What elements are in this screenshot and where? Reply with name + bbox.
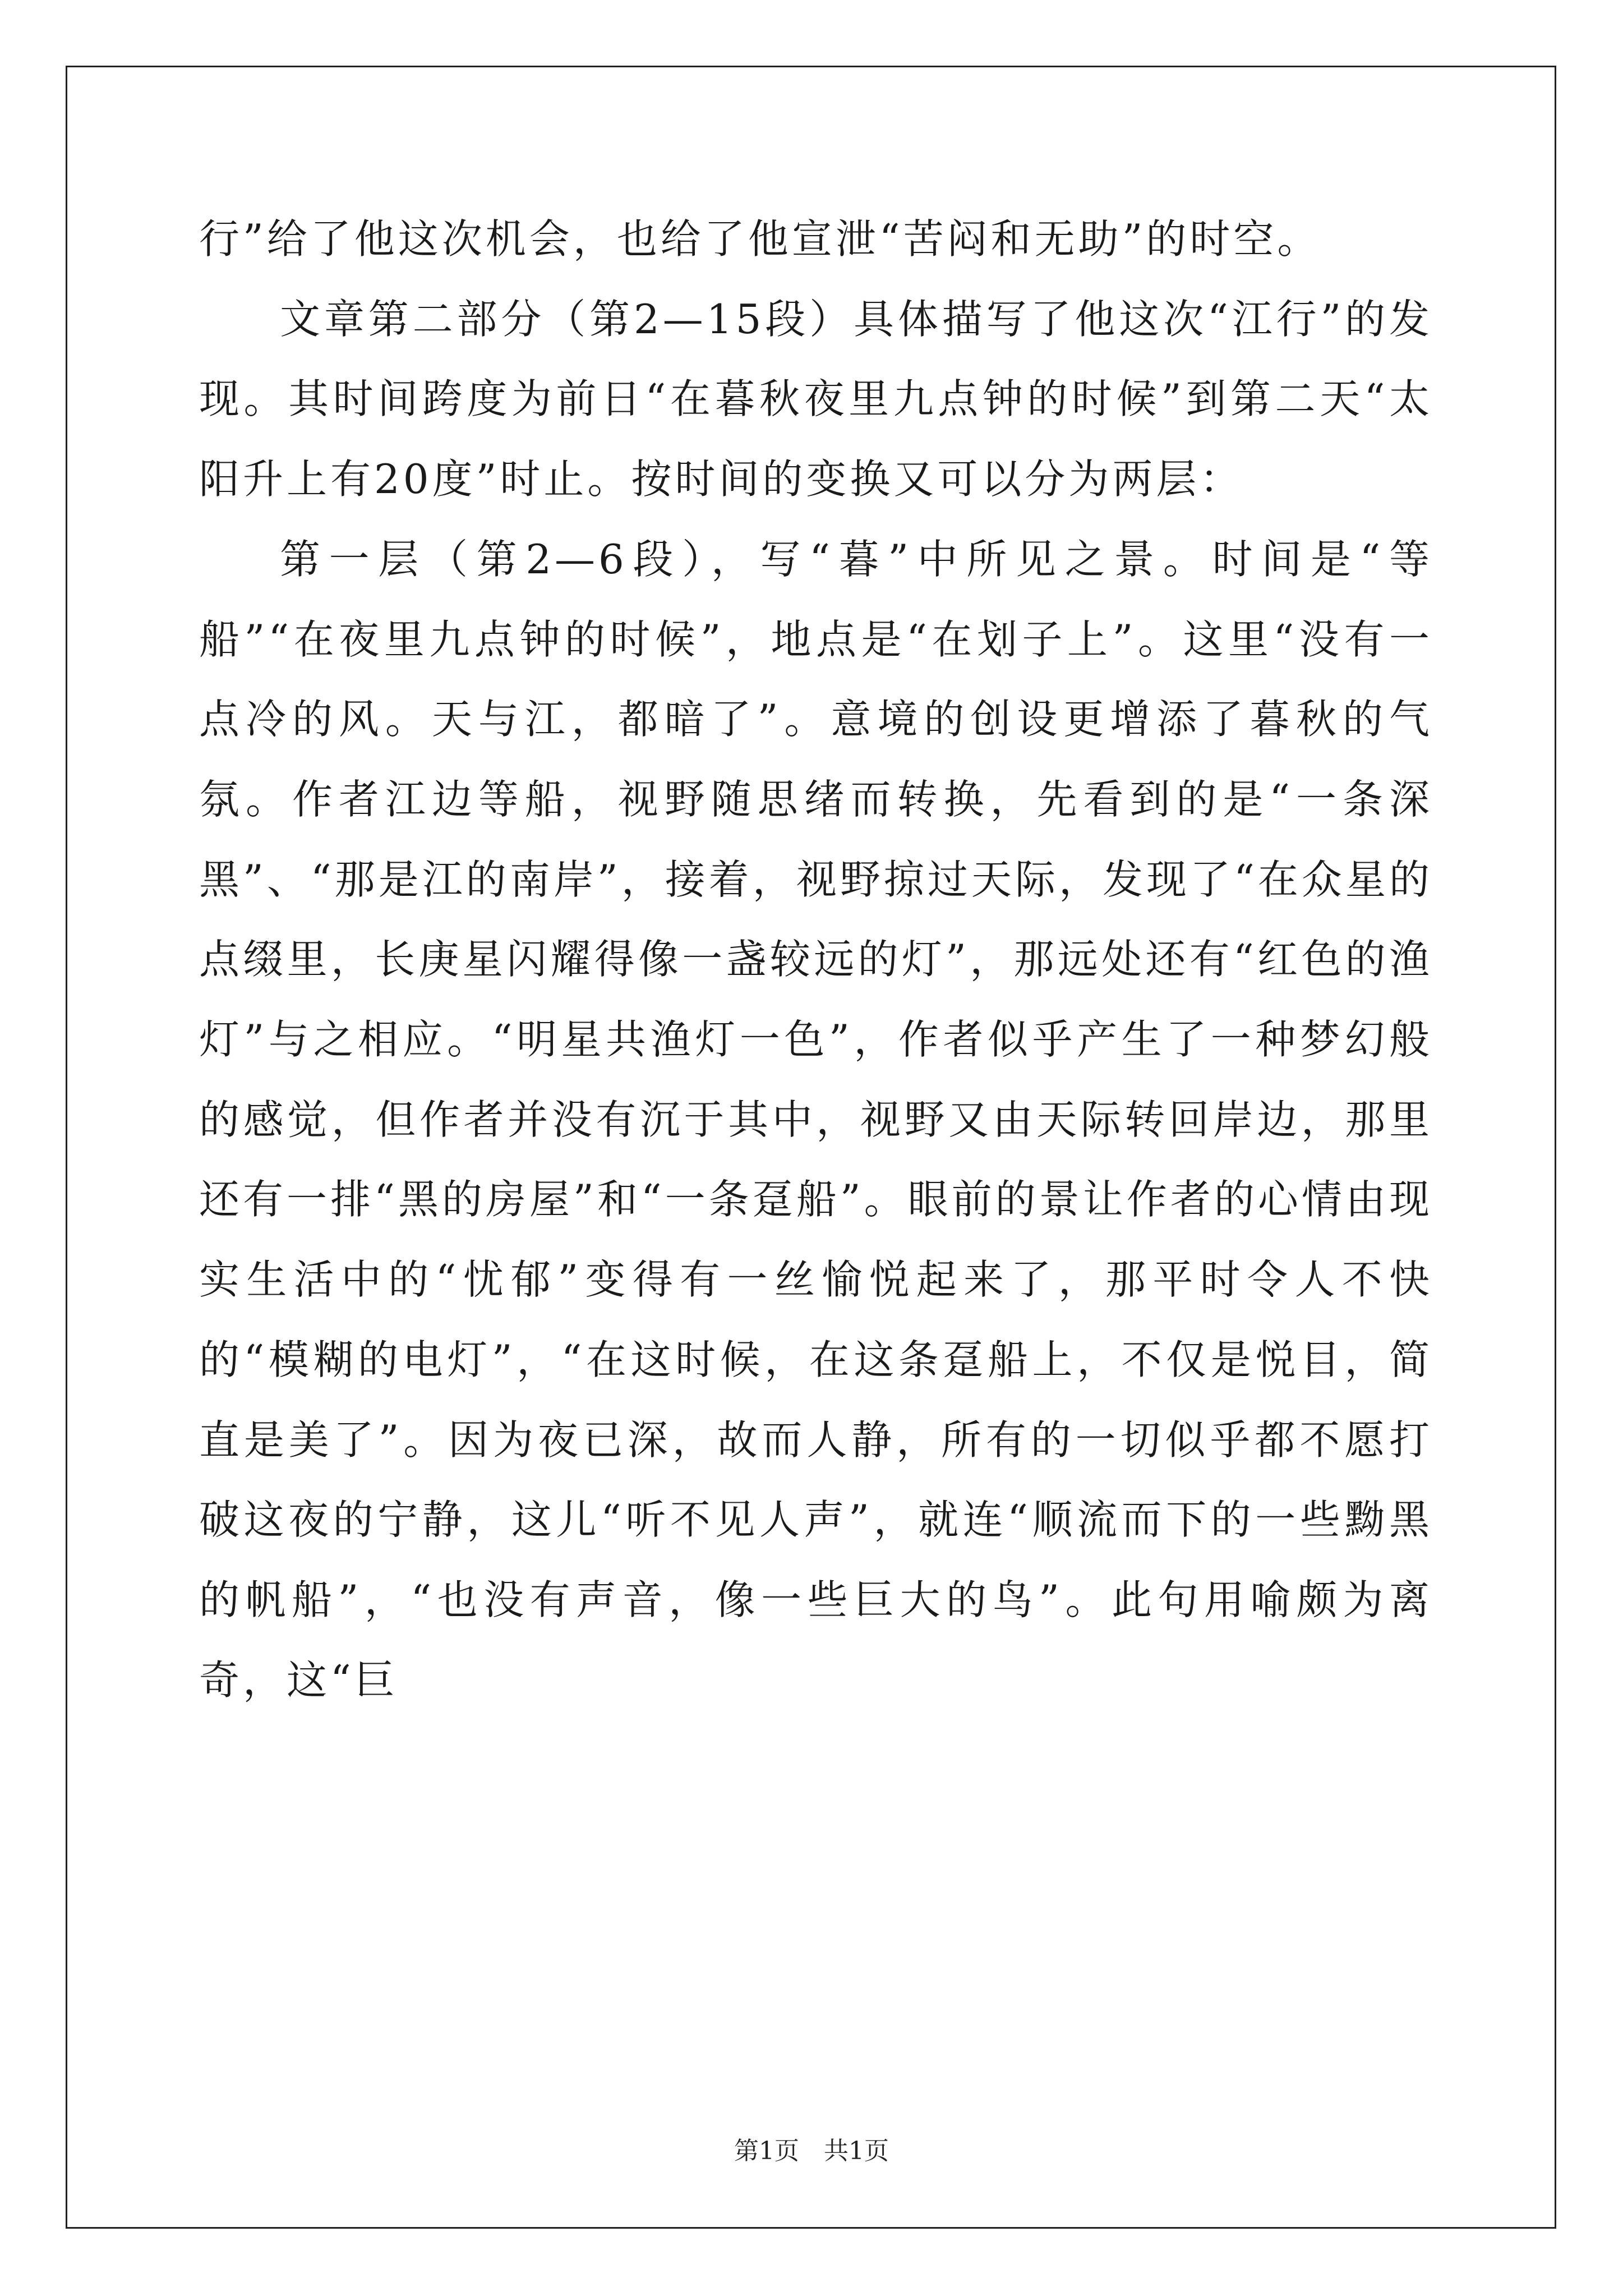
page-footer: 第1页 共1页 [734, 2137, 889, 2165]
paragraph-1: 行”给了他这次机会，也给了他宣泄“苦闷和无助”的时空。 [199, 215, 1321, 263]
paragraph-2: 文章第二部分（第2—15段）具体描写了他这次“江行”的发现。其时间跨度为前日“在暮秋夜里九点钟的时候”到第二天“太阳升上有20度”时止。按时间的变换又可以分为两层： [199, 295, 1433, 503]
document-body [199, 199, 1433, 1720]
paragraph-3: 第一层（第2—6段），写“暮”中所见之景。时间是“等船”“在夜里九点钟的时候”，地点是“在划子上”。这里“没有一点冷的风。天与江，都暗了”。意境的创设更增添了暮秋的气氛。作者江边等船，视野随思绪而转换，先看到的是“一条深黑”、“那是江的南岸”，接着，视野掠过天际，发现了“在众星的点缀里，长庚星闪耀得像一盏较远的灯”，那远处还有“红色的渔灯”与之相应。“明星共渔灯一色”，作者似乎产生了一种梦幻般的感觉，但作者并没有沉于其中，视野又由天际转回岸边，那里还有一排“黑的房屋”和“一条趸船”。眼前的景让作者的心情由现实生活中的“忧郁”变得有一丝愉悦起来了，那平时令人不快的“模糊的电灯”，“在这时候，在这条趸船上，不仅是悦目，简直是美了”。因为夜已深，故而人静，所有的一切似乎都不愿打破这夜的宁静，这儿“听不见人声”，就连“顺流而下的一些黝黑的帆船”，“也没有声音，像一些巨大的鸟”。此句用喻颇为离奇，这“巨 [199, 535, 1433, 1704]
